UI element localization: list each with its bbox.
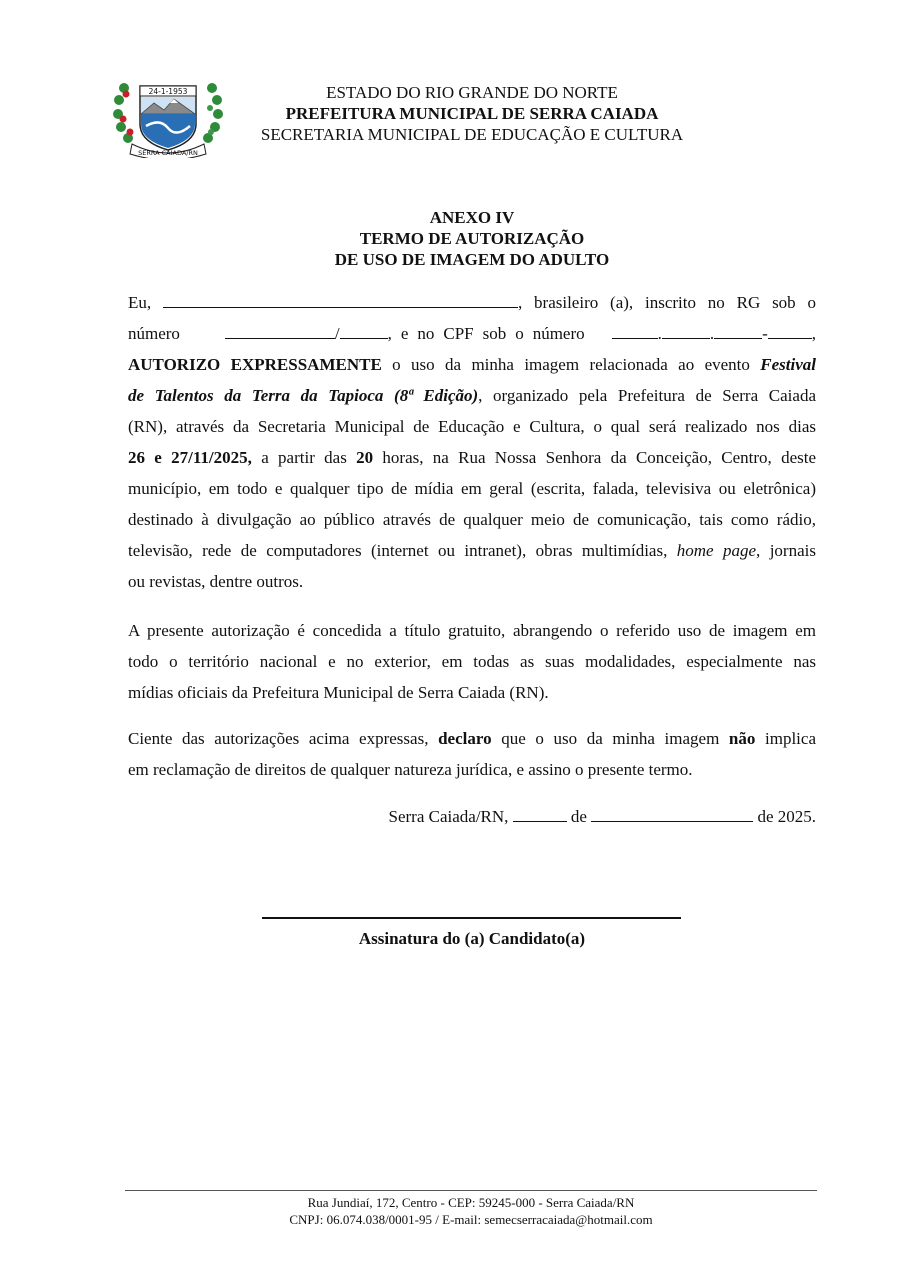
cpf-part3-blank[interactable] bbox=[714, 321, 762, 339]
logo-date-text: 24-1-1953 bbox=[148, 87, 188, 96]
id-numbers-line: número / , e no CPF sob o número . . - , bbox=[128, 318, 816, 349]
footer-contact: CNPJ: 06.074.038/0001-95 / E-mail: semecserracaiada@hotmail.com bbox=[289, 1212, 653, 1227]
cpf-digits-blank[interactable] bbox=[768, 321, 812, 339]
letterhead bbox=[240, 82, 704, 145]
document-title bbox=[128, 207, 816, 270]
footer-divider bbox=[125, 1190, 817, 1191]
authorization-line: AUTORIZO EXPRESSAMENTE o uso da minha imagem relacionada ao evento Festival bbox=[128, 355, 816, 374]
text-line: todo o território nacional e no exterior, em todas as suas modalidades, especialmente nas bbox=[128, 652, 816, 671]
day-blank[interactable] bbox=[513, 804, 567, 822]
state-name: ESTADO DO RIO GRANDE DO NORTE bbox=[326, 83, 618, 102]
month-blank[interactable] bbox=[591, 804, 753, 822]
right-laurel bbox=[203, 83, 223, 143]
rg-number-blank[interactable] bbox=[225, 321, 335, 339]
annex-label: ANEXO IV bbox=[429, 208, 515, 227]
footer-address: Rua Jundiaí, 172, Centro - CEP: 59245-000 - Serra Caiada/RN bbox=[307, 1195, 635, 1210]
text-line: Ciente das autorizações acima expressas, declaro que o uso da minha imagem não implica bbox=[128, 729, 816, 748]
cpf-part1-blank[interactable] bbox=[612, 321, 658, 339]
text-line: ou revistas, dentre outros. bbox=[128, 572, 304, 591]
text-line: A presente autorização é concedida a título gratuito, abrangendo o referido uso de imagem em bbox=[128, 621, 816, 640]
name-line: Eu, , brasileiro (a), inscrito no RG sob o bbox=[128, 287, 816, 318]
rg-issuer-blank[interactable] bbox=[340, 321, 388, 339]
footer bbox=[125, 1194, 817, 1228]
text-line: município, em todo e qualquer tipo de mídia em geral (escrita, falada, televisiva ou eletrônica) bbox=[128, 479, 816, 498]
term-title: TERMO DE AUTORIZAÇÃO bbox=[359, 229, 585, 248]
dates-line: 26 e 27/11/2025, a partir das 20 horas, na Rua Nossa Senhora da Conceição, Centro, deste bbox=[128, 448, 817, 467]
term-subtitle: DE USO DE IMAGEM DO ADULTO bbox=[334, 250, 610, 269]
signature-label: Assinatura do (a) Candidato(a) bbox=[358, 929, 586, 948]
name-blank[interactable] bbox=[163, 290, 518, 308]
festival-line: de Talentos da Terra da Tapioca (8ª Edição), organizado pela Prefeitura de Serra Caiada bbox=[128, 386, 816, 405]
text-line: destinado à divulgação ao público através de qualquer meio de comunicação, tais como rádio, bbox=[128, 510, 816, 529]
text-line: televisão, rede de computadores (internet ou intranet), obras multimídias, home page, jornais bbox=[128, 541, 816, 560]
logo-banner-text: SERRA CAIADA/RN bbox=[138, 149, 198, 157]
declaration-paragraph bbox=[128, 723, 816, 785]
secretariat-name: SECRETARIA MUNICIPAL DE EDUCAÇÃO E CULTURA bbox=[260, 125, 684, 144]
text-line: mídias oficiais da Prefeitura Municipal de Serra Caiada (RN). bbox=[128, 683, 549, 702]
gratuity-paragraph bbox=[128, 615, 816, 708]
signature-line[interactable] bbox=[262, 917, 681, 919]
place-date-line: Serra Caiada/RN, de de 2025. bbox=[128, 801, 816, 832]
prefecture-name: PREFEITURA MUNICIPAL DE SERRA CAIADA bbox=[285, 104, 659, 123]
authorization-paragraph bbox=[128, 287, 816, 597]
left-laurel bbox=[113, 83, 134, 143]
municipal-coat-of-arms-icon bbox=[110, 70, 226, 158]
text-line: em reclamação de direitos de qualquer natureza jurídica, e assino o presente termo. bbox=[128, 760, 693, 779]
cpf-part2-blank[interactable] bbox=[662, 321, 710, 339]
text-line: (RN), através da Secretaria Municipal de Educação e Cultura, o qual será realizado nos dias bbox=[128, 417, 816, 436]
